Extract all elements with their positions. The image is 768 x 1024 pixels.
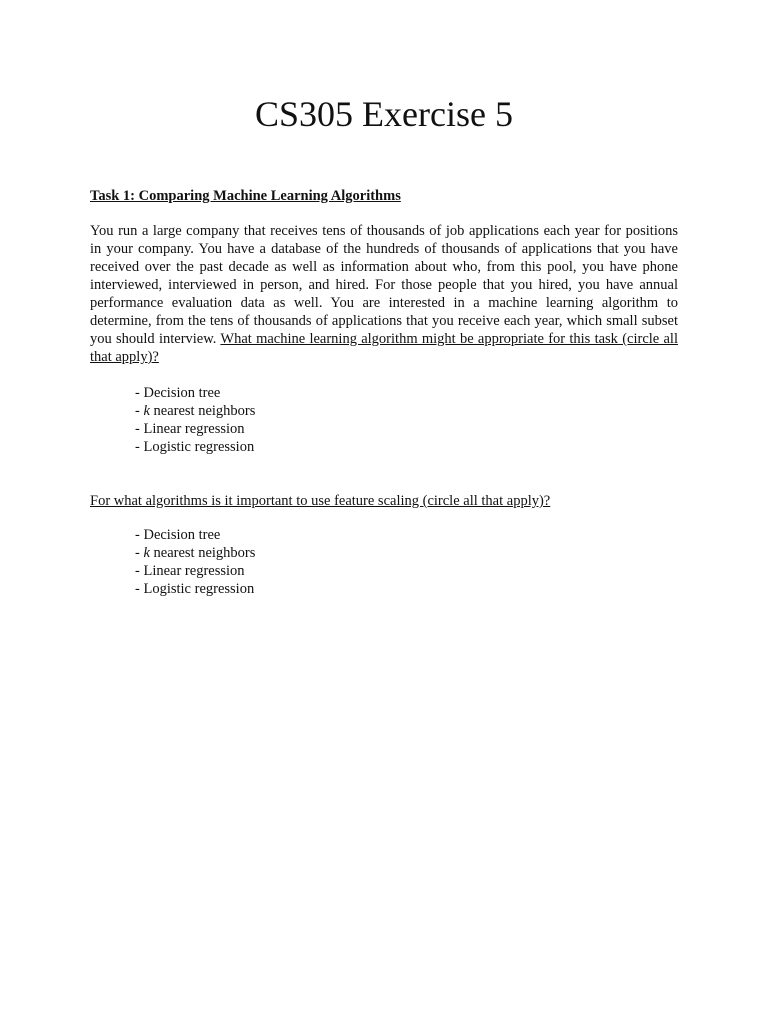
option-linear-regression <box>135 562 255 580</box>
options-list-1 <box>135 384 255 456</box>
option-prefix: - <box>135 563 144 579</box>
option-prefix: - <box>135 385 144 401</box>
question-2: For what algorithms is it important to use feature scaling (circle all that apply)? <box>90 493 551 509</box>
option-logistic-regression <box>135 438 255 456</box>
option-text: Decision tree <box>143 527 221 543</box>
option-prefix: - <box>135 403 144 419</box>
option-prefix: - <box>135 581 144 597</box>
option-decision-tree <box>135 526 255 544</box>
task-description <box>90 222 678 366</box>
option-k-nearest-neighbors <box>135 544 255 562</box>
option-decision-tree <box>135 384 255 402</box>
option-k-nearest-neighbors <box>135 402 255 420</box>
option-text: Linear regression <box>143 563 245 579</box>
question-1: What machine learning algorithm might be appropriate for this task (circle all that apply)? <box>90 331 678 365</box>
option-text: Linear regression <box>143 421 245 437</box>
option-text: nearest neighbors <box>149 545 256 561</box>
option-prefix: - <box>135 421 144 437</box>
option-text: Logistic regression <box>143 581 255 597</box>
option-prefix: - <box>135 527 144 543</box>
option-logistic-regression <box>135 580 255 598</box>
option-text: Logistic regression <box>143 439 255 455</box>
option-linear-regression <box>135 420 255 438</box>
option-text: Decision tree <box>143 385 221 401</box>
option-italic-k: k <box>143 545 150 561</box>
task-heading: Task 1: Comparing Machine Learning Algorithms <box>90 188 401 204</box>
option-text: nearest neighbors <box>149 403 256 419</box>
option-prefix: - <box>135 545 144 561</box>
page-title: CS305 Exercise 5 <box>255 94 513 134</box>
option-prefix: - <box>135 439 144 455</box>
task-description-text: You run a large company that receives tens of thousands of job applications each year for positions in your company. You have a database of the hundreds of thousands of applications that you have received over the past decade as well as information about who, from this pool, you have phone interviewed, interviewed in person, and hired. For those people that you hired, you have annual performance evaluation data as well. You are interested in a machine learning algorithm to determine, from the tens of thousands of applications that you receive each year, which small subset you should interview. <box>90 223 678 347</box>
option-italic-k: k <box>143 403 150 419</box>
options-list-2 <box>135 526 255 598</box>
